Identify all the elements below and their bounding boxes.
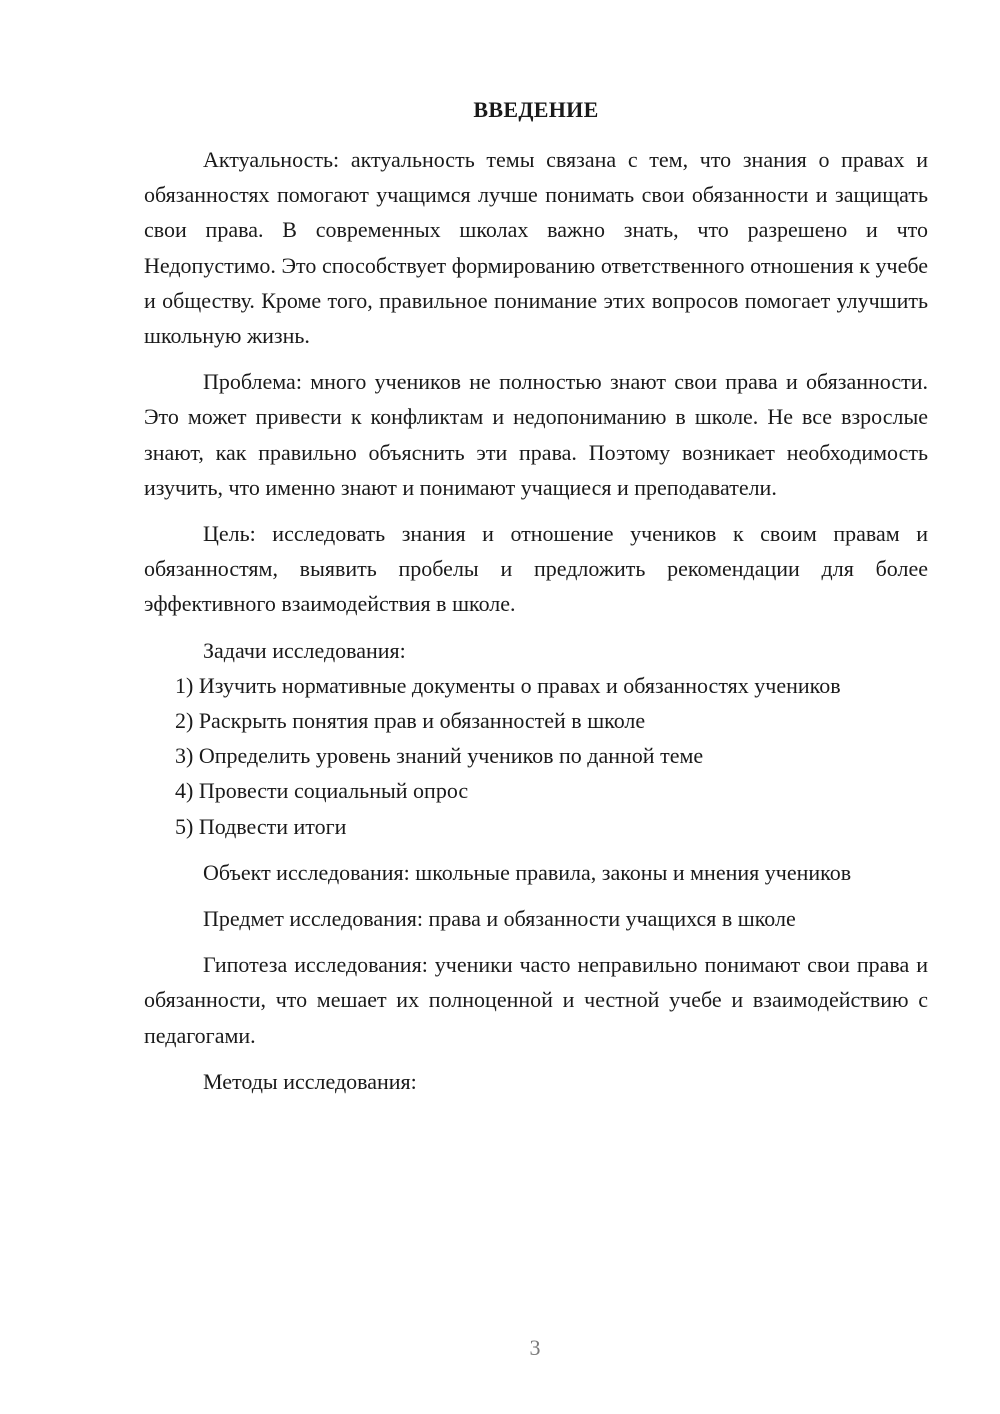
object-paragraph: Объект исследования: школьные правила, законы и мнения учеников [203, 859, 852, 885]
page-number: 3 [529, 1335, 541, 1360]
relevance-paragraph: Актуальность: актуальность темы связана с тем, что знания о правах и обязанностях помогают учащимся лучше понимать свои обязанности и защищать свои права. В современных школах важно знать, что разрешено и что Недопустимо. Это способствует формированию ответственного отношения к учебе и обществу. Кроме того, правильное понимание этих вопросов помогает улучшить школьную жизнь. [144, 147, 928, 349]
hypothesis-paragraph: Гипотеза исследования: ученики часто неправильно понимают свои права и обязанности, что мешает их полноценной и честной учебе и взаимодействию с педагогами. [144, 952, 928, 1048]
task-item-2: 2) Раскрыть понятия прав и обязанностей в школе [175, 708, 646, 734]
tasks-heading: Задачи исследования: [203, 637, 406, 663]
task-item-1: 1) Изучить нормативные документы о правах и обязанностях учеников [175, 672, 841, 698]
goal-paragraph: Цель: исследовать знания и отношение учеников к своим правам и обязанностям, выявить пробелы и предложить рекомендации для более эффективного взаимодействия в школе. [144, 521, 928, 617]
task-item-4: 4) Провести социальный опрос [175, 778, 469, 804]
task-item-3: 3) Определить уровень знаний учеников по данной теме [175, 743, 704, 769]
methods-heading: Методы исследования: [203, 1068, 417, 1094]
section-title: ВВЕДЕНИЕ [473, 97, 599, 122]
page-content [144, 96, 928, 1099]
task-item-5: 5) Подвести итоги [175, 813, 347, 839]
subject-paragraph: Предмет исследования: права и обязанности учащихся в школе [203, 906, 796, 932]
problem-paragraph: Проблема: много учеников не полностью знают свои права и обязанности. Это может привести к конфликтам и недопониманию в школе. Не все взрослые знают, как правильно объяснить эти права. Поэтому возникает необходимость изучить, что именно знают и понимают учащиеся и преподаватели. [144, 369, 928, 500]
